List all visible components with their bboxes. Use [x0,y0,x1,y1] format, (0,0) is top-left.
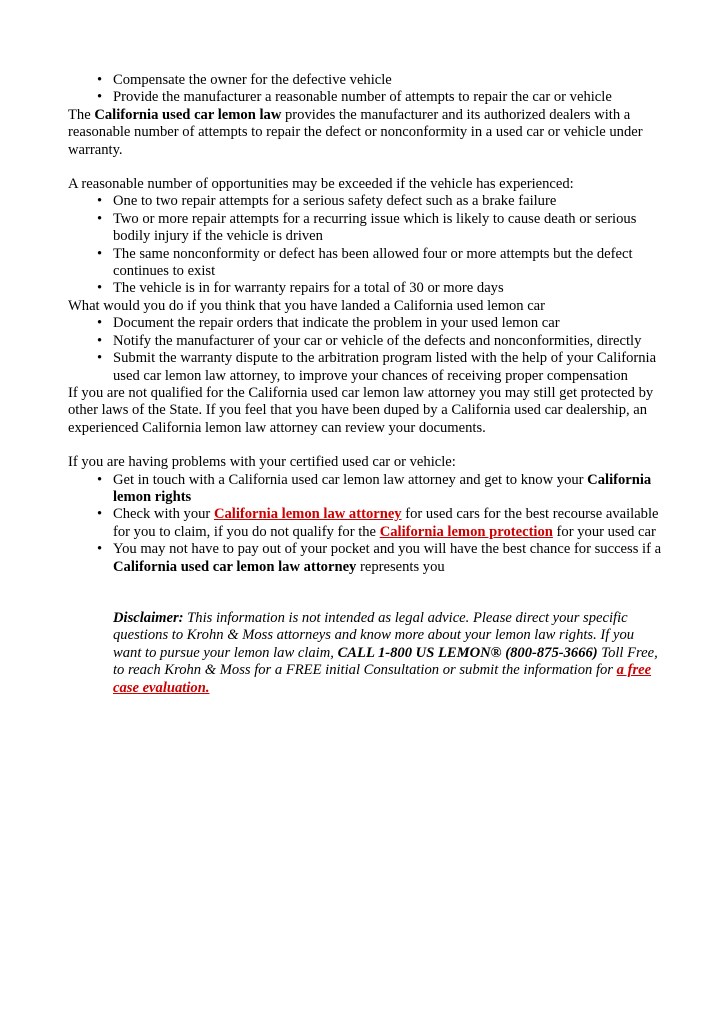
lemon-law-paragraph: The California used car lemon law provides the manufacturer and its authorized dealers with a reasonable number of attempts to repair the defect or nonconformity in a used car or vehicle under warranty. [68,106,643,158]
list-item: • Submit the warranty dispute to the arbitration program listed with the help of your California used car lemon law attorney, to improve your chances of receiving proper compensation [68,350,664,385]
list-item: • Provide the manufacturer a reasonable number of attempts to repair the car or vehicle [68,89,664,106]
opportunities-list [68,193,664,297]
attorney-term: California used car lemon law attorney [113,558,357,575]
phone-number: CALL 1-800 US LEMON® (800-875-3666) [337,644,598,661]
list-item: • Compensate the owner for the defective vehicle [68,72,664,89]
problems-list [68,472,664,576]
list-item: • Notify the manufacturer of your car or vehicle of the defects and nonconformities, directly [68,333,664,350]
list-item: • One to two repair attempts for a serious safety defect such as a brake failure [68,193,664,210]
what-to-do-intro: What would you do if you think that you have landed a California used lemon car [68,297,546,314]
problems-intro: If you are having problems with your certified used car or vehicle: [68,454,456,471]
opportunities-intro: A reasonable number of opportunities may be exceeded if the vehicle has experienced: [68,176,574,193]
lemon-rights-term: California lemon rights [113,471,652,505]
document-body [68,72,664,697]
lemon-law-term: California used car lemon law [94,106,282,123]
compensation-list [68,72,664,107]
list-item: • Get in touch with a California used car lemon law attorney and get to know your California lemon rights [68,472,664,507]
lemon-law-attorney-link[interactable]: California lemon law attorney [213,506,402,523]
list-item: • Check with your California lemon law attorney for used cars for the best recourse available for you to claim, if you do not qualify for the California lemon protection for your used car [68,506,664,541]
list-item: • You may not have to pay out of your pocket and you will have the best chance for success if a California used car lemon law attorney represents you [68,541,664,576]
list-item: • Two or more repair attempts for a recurring issue which is likely to cause death or serious bodily injury if the vehicle is driven [68,211,664,246]
what-to-do-list [68,315,664,385]
list-item: • Document the repair orders that indicate the problem in your used lemon car [68,315,664,332]
list-item: • The same nonconformity or defect has been allowed four or more attempts but the defect continues to exist [68,246,664,281]
case-evaluation-link[interactable]: a free case evaluation. [113,662,652,696]
disclaimer-label: Disclaimer: [113,609,184,626]
list-item: • The vehicle is in for warranty repairs for a total of 30 or more days [68,280,664,297]
disclaimer: Disclaimer: This information is not intended as legal advice. Please direct your specific questions to Krohn & Moss attorneys and know more about your lemon law rights. If you want to pursue your lemon law claim, CALL 1-800 US LEMON® (800-875-3666) Toll Free, to reach Krohn & Moss for a FREE initial Consultation or submit the information for a free case evaluation. [113,609,658,696]
lemon-protection-link[interactable]: California lemon protection [379,523,553,540]
other-laws-paragraph: If you are not qualified for the California used car lemon law attorney you may still get protected by other laws of the State. If you feel that you have been duped by a California used car dealership, an experienced California lemon law attorney can review your documents. [68,384,654,436]
